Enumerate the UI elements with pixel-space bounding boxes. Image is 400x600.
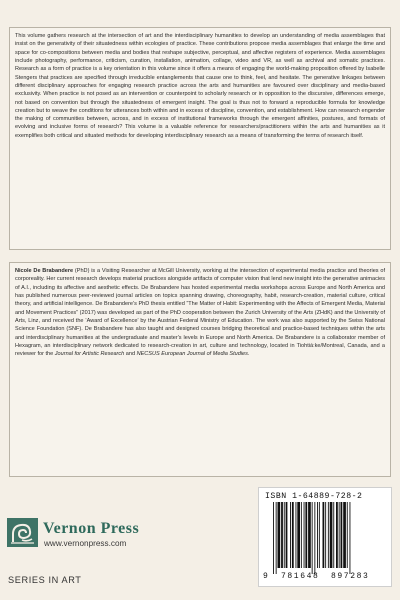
barcode-bar (312, 502, 313, 574)
barcode-bar (297, 502, 300, 568)
barcode-bar (343, 502, 346, 568)
barcode-bar (330, 502, 333, 568)
journal-name-1: Journal for Artistic Research (54, 351, 125, 358)
barcode-bar (333, 502, 334, 568)
barcode-bar (301, 502, 302, 568)
barcode-bar (323, 502, 325, 568)
author-bio-and: and (124, 351, 137, 358)
barcode-bar (292, 502, 294, 568)
isbn-text: ISBN 1-64889-728-2 (265, 492, 363, 501)
barcode-bar (317, 502, 318, 568)
barcode-left-digits: 781648 (281, 572, 320, 581)
publisher-name: Vernon Press (43, 520, 140, 537)
barcode-bar (350, 502, 351, 574)
barcode-bar (325, 502, 326, 568)
author-bio-box (9, 262, 391, 477)
barcode-bar (305, 502, 307, 568)
publisher-url: www.vernonpress.com (44, 539, 127, 548)
barcode-bar (276, 502, 277, 574)
barcode-bar (336, 502, 338, 568)
barcode-bar (273, 502, 274, 574)
author-bio-paragraph (15, 267, 385, 358)
barcode-bar (281, 502, 283, 568)
publisher-logo (7, 518, 167, 558)
barcode-box (258, 487, 392, 587)
barcode-bar (278, 502, 281, 568)
barcode-bar (308, 502, 311, 568)
barcode-bar (339, 502, 340, 568)
barcode-bar (296, 502, 297, 568)
author-bio-text: (PhD) is a Visiting Researcher at McGill University, working at the intersection of experimental media practice and theories of corporeality. Her current research develops material practices alongside artifacts of computer vision that lend new insight into the generative animacies of A.I., including its affective and aesthetic effects. De Brabandere has hosted experimental media workshops across Europe and North America and has published numerous peer-reviewed journal articles on topics spanning drawing, choreography, habit, research-creation, material culture, critical theory, and artificial intelligence. De Brabandere's PhD thesis entitled “The Matter of Habit: Experimenting with the Affects of Emergent Media, Material and Movement Practices” (2017) was developed as part of the PhD cooperation between the Zurich University of the Arts (ZHdK) and the University of Arts, Linz, and received the ‘Award of Excellence’ by the Austrian Federal Ministry of Education. The work was also supported by the Swiss National Science Foundation (SNF). De Brabandere has also taught and designed courses bridging theoretical and practice-based techniques within the arts and interdisciplinary humanities at the undergraduate and master's levels in Europe and North America. De Brabandere is a collaborator member of Hexagram, an interdisciplinary network dedicated to research-creation in art, culture and technology, located in Tiohtiá:ke/Montreal, Canada, and a reviewer for the (15, 268, 385, 358)
barcode-bar (319, 502, 320, 568)
vernon-press-logo-icon (7, 518, 38, 547)
barcode-bar (304, 502, 305, 568)
barcode-bar (284, 502, 285, 568)
description-paragraph: This volume gathers research at the intersection of art and the interdisciplinary humanities to develop an understanding of media assemblages that insist on the generativity of their situatedness within ecologies of practice. These contributions propose media assemblages that enlarge the time and space for co-compositions between media and bodies that reshape subjective, perceptual, and affective registers of experience. Media assemblages include photography, performance, criticism, curation, installation, animation, collage, video and VR, as well as archival and somatic practices. Research as a form of practice is a key orientation in this volume since it offers a means of engaging the world-making proposition offered by Isabelle Stengers that practices are specified through irreducible entanglements that cause one to think, feel, and hesitate. The generative linkages between different disciplinary approaches for engaging research practice across the arts and humanities are favoured over disciplinary and media-based exclusivity. When practice is not posed as an intervention or counterpoint to scholarly research or in opposition to the discursive, differences emerge, not based on convention but through the situatedness of emergent insight. The goal is thus not to forward a reproducible formula for knowledge creation but to weave the conditions for utterances both within and in excess of discipline, convention, and establishment. How can research engender the making of communities between, across, and in excess of institutional frameworks through the emergent affinities, postures, and formats of evolving and inclusive forms of research? This volume is a valuable reference for researchers/practitioners within the arts and humanities as it exemplifies both critical and situated methods for developing interdisciplinary research as a means of transforming the terms of research itself. (15, 33, 385, 139)
barcode-bar (347, 502, 348, 568)
barcode-bar (290, 502, 291, 568)
barcode-bar (341, 502, 343, 568)
barcode-bar (286, 502, 288, 568)
barcode-bars (273, 502, 379, 574)
journal-name-2: NECSUS European Journal of Media Studies (136, 351, 248, 358)
author-bio-end: . (247, 351, 250, 358)
barcode-right-digits: 897283 (331, 572, 370, 581)
barcode-lead-digit: 9 (263, 572, 268, 581)
author-name: Nicole De Brabandere (15, 268, 74, 274)
series-label: SERIES IN ART (8, 575, 82, 585)
barcode-bar (314, 502, 315, 574)
barcode-bar (328, 502, 329, 568)
description-box (9, 27, 391, 250)
